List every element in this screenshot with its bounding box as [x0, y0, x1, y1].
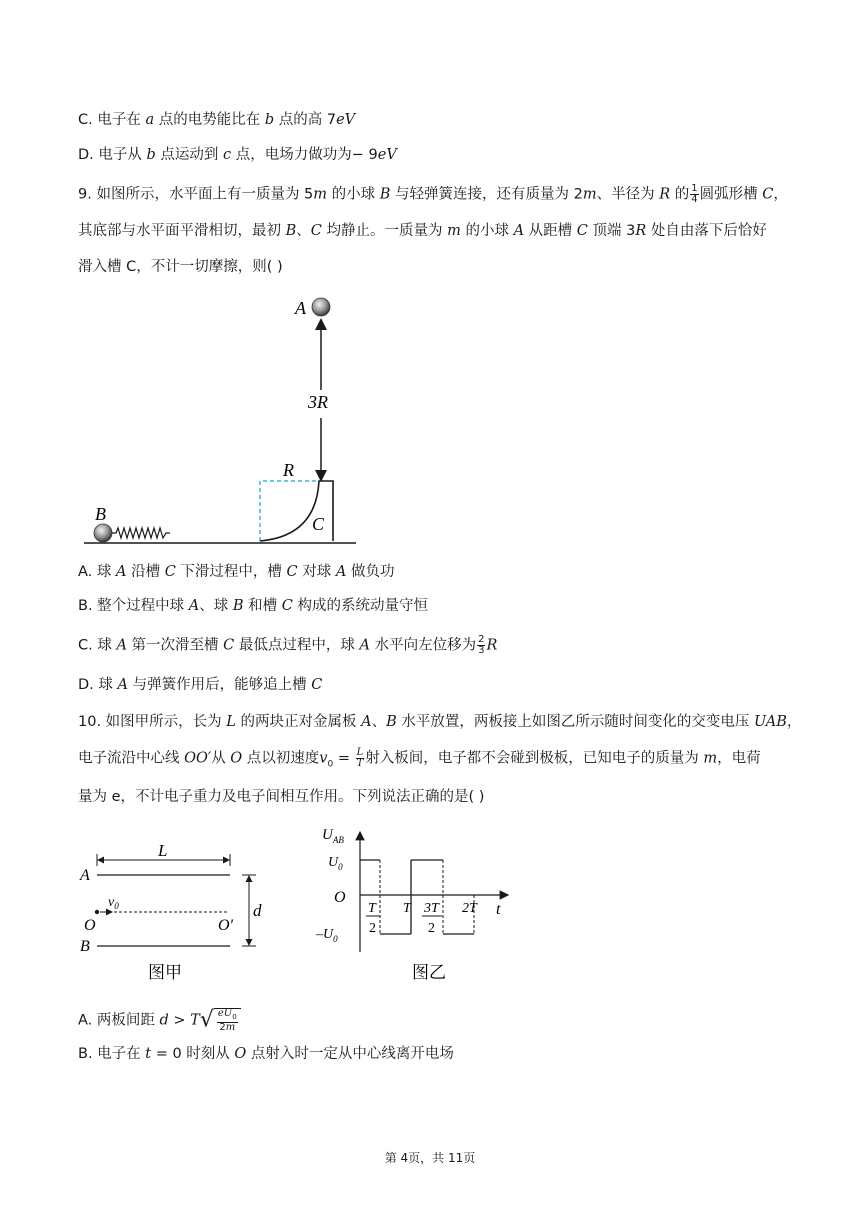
q10-stem-line1: 10. 如图甲所示，长为 L 的两块正对金属板 A、B 水平放置，两板接上如图乙所示随时间变化的交变电压 UAB，: [78, 714, 802, 730]
label-a-plate: A: [80, 867, 90, 884]
label-3r: 3R: [308, 392, 328, 412]
tick-3t-half-den: 2: [428, 921, 435, 936]
q10-stem-line3: 量为 e，不计电子重力及电子间相互作用。下列说法正确的是( ): [78, 789, 485, 805]
q10-figure-yi: [312, 822, 522, 992]
caption-yi: 图乙: [412, 963, 446, 983]
spring: [112, 528, 170, 538]
label-o-prime: O′: [218, 917, 234, 934]
label-uab: $U_{AB}$: [322, 827, 344, 845]
tick-t-half: T: [368, 901, 376, 916]
q10-figure-jia: [78, 840, 278, 990]
tick-t-half-den: 2: [369, 921, 376, 936]
label-v0: $v_0$: [108, 895, 119, 911]
q9-stem-line3: 滑入槽 C，不计一切摩擦，则( ): [78, 259, 283, 275]
tick-2t: 2T: [462, 901, 477, 916]
q9-option-d: D. 球 A 与弹簧作用后，能够追上槽 C: [78, 677, 323, 693]
caption-jia: 图甲: [148, 963, 182, 983]
label-u0: $U_0$: [328, 855, 343, 872]
q9-option-b: B. 整个过程中球 A、球 B 和槽 C 构成的系统动量守恒: [78, 598, 428, 614]
q9-option-c: C. 球 A 第一次滑至槽 C 最低点过程中，球 A 水平向左位移为 $\frac{2}{3}$ R: [78, 634, 498, 656]
q10-stem-line2: 电子流沿中心线 OO′从 O 点以初速度$v_0$ = $\frac{L}{T}$ 射入板间，电子都不会碰到极板，已知电子的质量为 m，电荷: [78, 747, 761, 770]
label-b-plate: B: [80, 938, 90, 955]
label-l: L: [158, 841, 168, 860]
label-o: O: [84, 917, 96, 934]
label-a: A: [295, 298, 306, 318]
q10-option-a: A. 两板间距 d > T√ $\frac{eU_0}{2m}$: [78, 1008, 241, 1033]
ball-b: [94, 524, 112, 542]
label-t-axis: t: [496, 901, 501, 918]
label-neg-u0: $-U_0$: [316, 927, 338, 944]
q8-option-c: C. 电子在 a 点的电势能比在 b 点的高 7eV: [78, 112, 356, 128]
label-b: B: [95, 504, 106, 524]
label-c: C: [312, 514, 325, 534]
label-origin: O: [334, 889, 346, 906]
q9-stem-line2: 其底部与水平面平滑相切，最初 B、C 均静止。一质量为 m 的小球 A 从距槽 C 顶端 3R 处自由落下后恰好: [78, 223, 767, 239]
label-r: R: [283, 460, 294, 480]
ball-a: [312, 298, 330, 316]
tick-t: T: [403, 901, 411, 916]
q8-option-d: D. 电子从 b 点运动到 c 点，电场力做功为− 9eV: [78, 147, 397, 163]
page-footer: 第 4页，共 11页: [384, 1151, 476, 1165]
tick-3t-half: 3T: [424, 901, 439, 916]
q10-option-b: B. 电子在 t = 0 时刻从 O 点射入时一定从中心线离开电场: [78, 1046, 454, 1062]
q9-stem-line1: 9. 如图所示，水平面上有一质量为 5m 的小球 B 与轻弹簧连接，还有质量为 2m、半径为 R 的 $\frac{1}{4}$ 圆弧形槽 C，: [78, 183, 788, 205]
label-d: d: [253, 901, 262, 920]
q9-figure: [80, 290, 360, 552]
q9-option-a: A. 球 A 沿槽 C 下滑过程中，槽 C 对球 A 做负功: [78, 564, 395, 580]
